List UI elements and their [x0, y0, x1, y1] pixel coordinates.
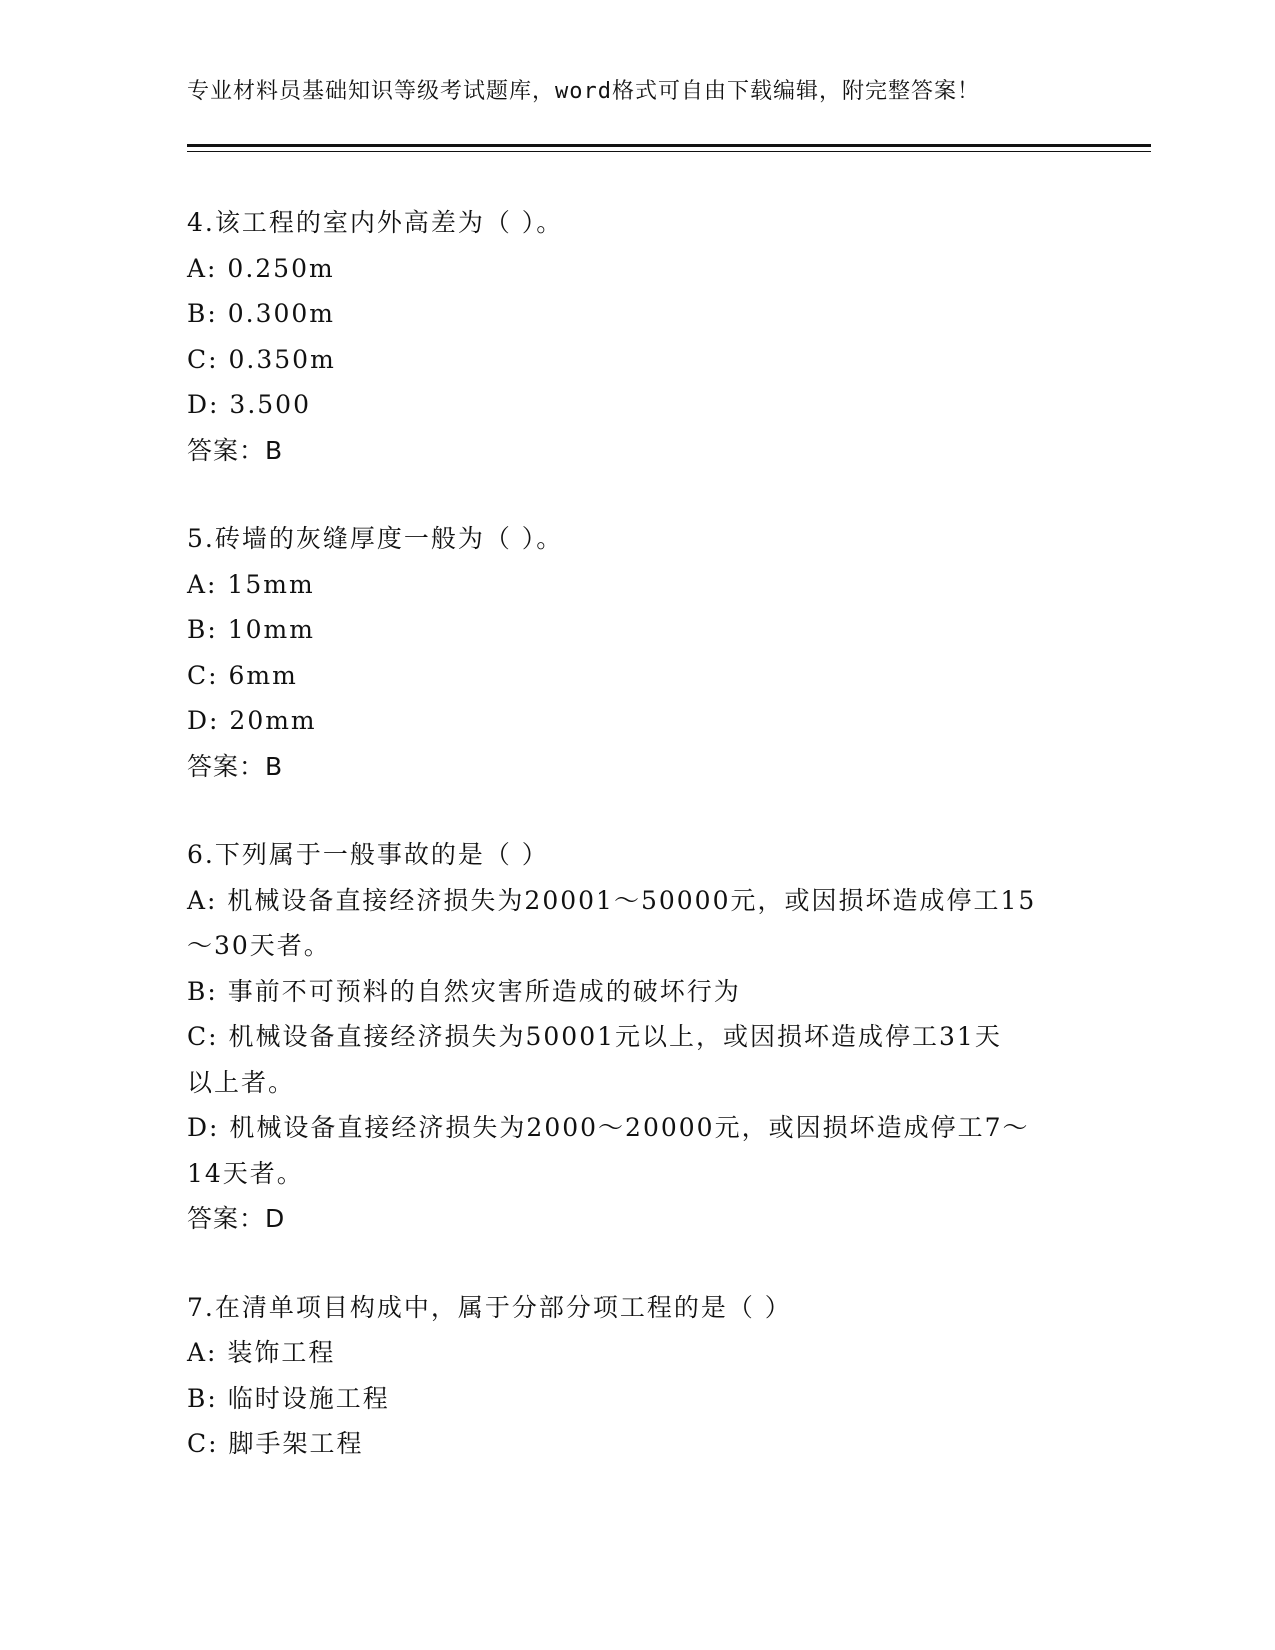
option-a-continued: ～30天者。	[187, 931, 331, 960]
question-stem: 5.砖墙的灰缝厚度一般为（ ）。	[187, 524, 564, 553]
answer: 答案：B	[187, 435, 284, 465]
answer: 答案：B	[187, 751, 284, 781]
question-stem: 7.在清单项目构成中，属于分部分项工程的是（ ）	[187, 1292, 792, 1322]
question-block	[187, 832, 1067, 1242]
option-c-continued: 以上者。	[187, 1067, 296, 1097]
question-block	[187, 516, 1067, 789]
option-a: A: 0.250m	[187, 253, 335, 283]
option-d: D: 20mm	[187, 706, 317, 735]
option-b: B: 临时设施工程	[187, 1383, 390, 1413]
option-a: A: 装饰工程	[187, 1338, 336, 1367]
option-d: D: 机械设备直接经济损失为2000～20000元，或因损坏造成停工7～	[187, 1113, 1030, 1142]
question-list	[187, 200, 1067, 1510]
option-c: C: 脚手架工程	[187, 1429, 364, 1458]
option-c: C: 0.350m	[187, 344, 336, 374]
header-rule-thin	[187, 151, 1151, 152]
option-c: C: 机械设备直接经济损失为50001元以上，或因损坏造成停工31天	[187, 1022, 1002, 1051]
answer: 答案：D	[187, 1204, 286, 1233]
question-stem: 4.该工程的室内外高差为（ ）。	[187, 208, 564, 237]
header-rule-thick	[187, 144, 1151, 147]
question-stem: 6.下列属于一般事故的是（ ）	[187, 840, 549, 869]
option-c: C: 6mm	[187, 660, 298, 690]
option-b: B: 事前不可预料的自然灾害所造成的破坏行为	[187, 976, 741, 1006]
option-a: A: 15mm	[187, 569, 315, 599]
page-header: 专业材料员基础知识等级考试题库，word格式可自由下载编辑，附完整答案！	[187, 79, 980, 104]
question-block	[187, 1285, 1067, 1467]
question-block	[187, 200, 1067, 473]
option-d-continued: 14天者。	[187, 1158, 304, 1188]
option-a: A: 机械设备直接经济损失为20001～50000元，或因损坏造成停工15	[187, 885, 1037, 915]
option-d: D: 3.500	[187, 390, 311, 419]
option-b: B: 0.300m	[187, 299, 336, 328]
option-b: B: 10mm	[187, 615, 315, 644]
